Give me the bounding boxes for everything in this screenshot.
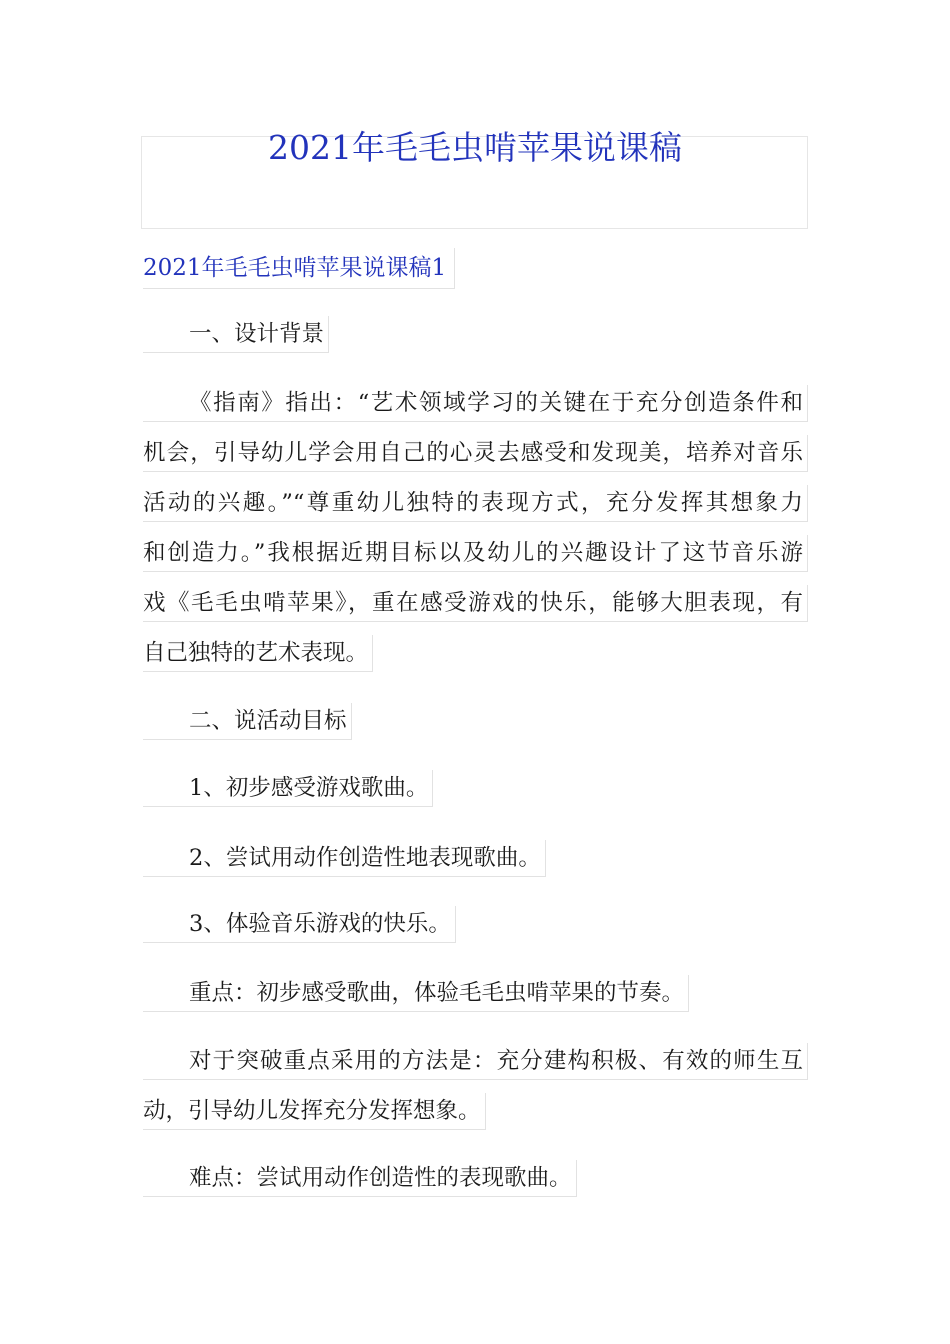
paragraph-line: 动，引导幼儿发挥充分发挥想象。 — [143, 1093, 486, 1130]
difficulty-point: 难点：尝试用动作创造性的表现歌曲。 — [143, 1160, 577, 1197]
paragraph-line: 自己独特的艺术表现。 — [143, 635, 373, 672]
heading-design-background: 一、设计背景 — [143, 316, 329, 353]
paragraph-line: 戏《毛毛虫啃苹果》，重在感受游戏的快乐，能够大胆表现，有 — [143, 585, 808, 622]
goal-item: 3、体验音乐游戏的快乐。 — [143, 906, 456, 943]
paragraph-line: 对于突破重点采用的方法是：充分建构积极、有效的师生互 — [143, 1043, 808, 1080]
goal-item: 1、初步感受游戏歌曲。 — [143, 770, 433, 807]
document-title: 2021年毛毛虫啃苹果说课稿 — [268, 128, 682, 167]
paragraph-line: 机会，引导幼儿学会用自己的心灵去感受和发现美，培养对音乐 — [143, 435, 808, 472]
key-point: 重点：初步感受歌曲，体验毛毛虫啃苹果的节奏。 — [143, 975, 689, 1012]
goal-item: 2、尝试用动作创造性地表现歌曲。 — [143, 840, 546, 877]
paragraph-line: 《指南》指出：“艺术领域学习的关键在于充分创造条件和 — [143, 385, 808, 422]
paragraph-line: 活动的兴趣。”“尊重幼儿独特的表现方式，充分发挥其想象力 — [143, 485, 808, 522]
paragraph-line: 和创造力。”我根据近期目标以及幼儿的兴趣设计了这节音乐游 — [143, 535, 808, 572]
section-heading: 2021年毛毛虫啃苹果说课稿1 — [143, 248, 455, 289]
heading-activity-goals: 二、说活动目标 — [143, 703, 352, 740]
